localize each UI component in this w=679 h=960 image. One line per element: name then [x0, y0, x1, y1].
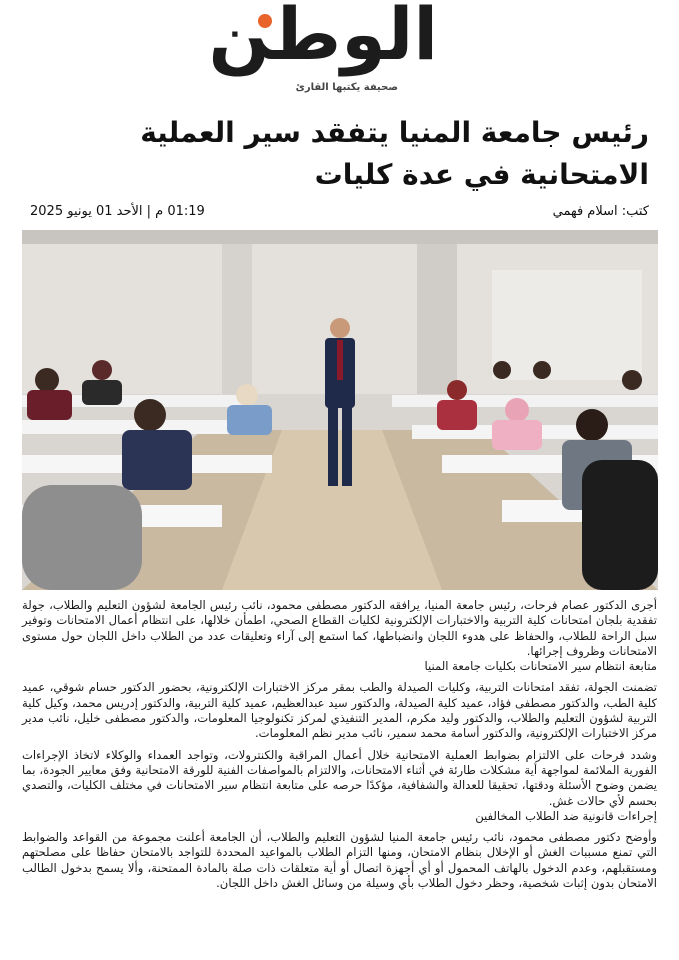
- article-body: [22, 598, 657, 891]
- article-author: كتب: اسلام فهمي: [552, 204, 649, 219]
- masthead: [0, 0, 679, 108]
- paragraph-1: أجرى الدكتور عصام فرحات، رئيس جامعة المنيا، يرافقه الدكتور مصطفى محمود، نائب رئيس الجامعة لشؤون التعليم والطلاب، جولة تفقدية بلجان امتحانات كلية التربية والاختبارات الإلكترونية لكليات القطاع الصحي، اطمأن خلالها، على انتظام أعمال الامتحانات وتوفير سبل الراحة للطلاب، والحفاظ على هدوء اللجان وانضباطها، كما استمع إلى آراء وتعليقات عدد من الطلاب داخل اللجان حول مستوى الامتحانات وظروف إجرائها.: [22, 598, 657, 658]
- brand-logo[interactable]: [208, 0, 438, 104]
- paragraph-4: وأوضح دكتور مصطفى محمود، نائب رئيس جامعة المنيا لشؤون التعليم والطلاب، أن الجامعة أعلنت مجموعة من القواعد والضوابط التي تمنع مسببات الغش أو الإخلال بنظام الامتحان، ومنها التزام الطلاب بالمواعيد المحددة للتواجد بالامتحان حفاظا على مصلحتهم ومستقبلهم، وعدم الدخول بالهاتف المحمول أو أي أجهزة اتصال أو أية متعلقات ذات صلة بالمادة الممتحنة، وألا يسمح بدخول الطالب الامتحان بدون إثبات شخصية، وحظر دخول الطلاب بأي وسيلة من وسائل الغش داخل اللجان.: [22, 830, 657, 891]
- logo-tagline: صحيفة يكتبها القارئ: [295, 82, 398, 93]
- article-photo: [22, 230, 658, 590]
- article-meta: [30, 204, 649, 226]
- article-datetime: 01:19 م | الأحد 01 يونيو 2025: [30, 204, 205, 219]
- subheading-2: إجراءات قانونية ضد الطلاب المخالفين: [475, 808, 657, 823]
- article-headline: [29, 112, 649, 196]
- headline-line-2: الامتحانية في عدة كليات: [314, 158, 649, 191]
- headline-line-1: رئيس جامعة المنيا يتفقد سير العملية: [140, 116, 649, 149]
- exam-hall-photo: [22, 230, 658, 590]
- paragraph-2: تضمنت الجولة، تفقد امتحانات التربية، وكليات الصيدلة والطب بمقر مركز الاختبارات الإلكترونية، بحضور الدكتور حسام شوقي، عميد كلية الطب، والدكتور مصطفى فؤاد، عميد كلية الصيدلة، والدكتور سيد عبدالعظيم، عميد كلية التربية، والدكتور إدريس محمد، وكيل كلية التربية لشؤون التعليم والطلاب، والدكتور وليد مكرم، المدير التنفيذي لمركز تكنولوجيا المعلومات، والدكتور مصطفى خليل، نائب مدير مركز الاختبارات الإلكترونية، والدكتور أسامة محمد سمير، نائب مدير نظم المعلومات.: [22, 680, 657, 741]
- logo-text: الوطن: [208, 0, 438, 76]
- paragraph-3: وشدد فرحات على الالتزام بضوابط العملية الامتحانية خلال أعمال المراقبة والكنترولات، وتواجد العمداء والوكلاء لاتخاذ الإجراءات الفورية الملائمة لمواجهة أية مشكلات طارئة في أثناء الامتحانات، والالتزام بالمواصفات الفنية للورقة الامتحانية وفق معايير الجودة، بما يضمن وضوح الأسئلة ودقتها، تحقيقا للعدالة والشفافية، مؤكدًا حرصه على متابعة انتظام سير الامتحانات في مختلف الكليات، والتصدي بحسم لأي حالات غش.: [22, 747, 657, 808]
- subheading-1: متابعة انتظام سير الامتحانات بكليات جامعة المنيا: [424, 659, 657, 674]
